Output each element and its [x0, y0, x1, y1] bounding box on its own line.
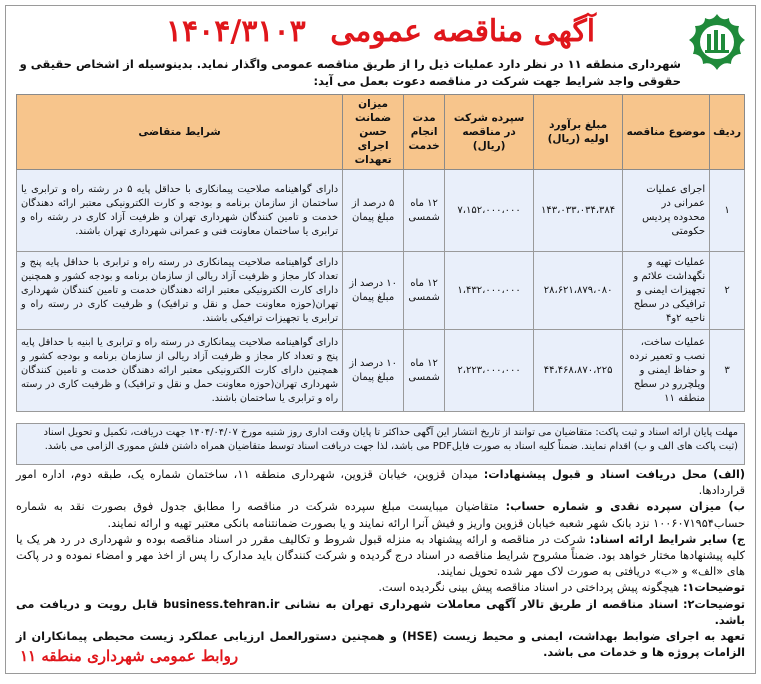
row-subject: عملیات ساخت، نصب و تعمیر نرده و حفاظ ایمنی و ویلچررو در سطح منطقه ۱۱ — [623, 330, 710, 412]
row-deposit: ۲،۲۲۳،۰۰۰،۰۰۰ — [445, 330, 534, 412]
header-subject: موضوع مناقصه — [623, 95, 710, 170]
header-estimate: مبلغ برآورد اولیه (ریال) — [534, 95, 623, 170]
header-conditions: شرایط متقاضی — [17, 95, 343, 170]
row-conditions: دارای گواهینامه صلاحیت پیمانکاری در رسته راه و ترابری یا ابنیه با حداقل پایه پنج و تعداد کار مجاز و ظرفیت آزاد ریالی از سازمان برنامه و بودجه کشور و همچنین دارای کارت الکترونیکی معتبر ارائه دهندگان خدمت و تامین کنندگان شهرداری تهران(حوزه معاونت حمل و نقل و ترافیک) و ظرفیت کاری در رسته راه و ترابری یا ساختمان باشند. — [17, 330, 343, 412]
row-duration: ۱۲ ماه شمسی — [404, 252, 445, 330]
note-b-label: ب) میزان سپرده نقدی و شماره حساب: — [505, 500, 745, 514]
row-conditions: دارای گواهینامه صلاحیت پیمانکاری با حداقل پایه ۵ در رشته راه و ترابری یا ساختمان از سازمان برنامه و بودجه و کارت الکترونیکی معتبر ارائه دهندگان خدمت و تامین کنندگان شهرداری تهران و ظرفیت آزاد کاری در رشته راه و ترابری یا ساختمان معاونت فنی و عمرانی شهرداری تهران باشند. — [17, 170, 343, 252]
notice-number: ۱۴۰۴/۳۱۰۳ — [165, 14, 306, 49]
row-idx: ۱ — [710, 170, 745, 252]
intro-paragraph — [16, 56, 681, 90]
deadline-notice: مهلت پایان ارائه اسناد و ثبت پاکت: متقاضیان می توانند از تاریخ انتشار این آگهی حداکثر تا پایان وقت اداری روز شنبه مورخ ۱۴۰۴/۰۴/۰۷ جهت دریافت، تکمیل و تحویل اسناد (ثبت پاکت های الف و ب) اقدام نمایند. ضمناً کلیه اسناد به صورت فایلPDF می باشد، لذا جهت دریافت اسناد توسط متقاضیان همراه داشتن فلش مموری الزامی می باشد. — [16, 423, 745, 465]
header-deposit: سپرده شرکت در مناقصه (ریال) — [445, 95, 534, 170]
row-subject: اجرای عملیات عمرانی در محدوده پردیس حکومتی — [623, 170, 710, 252]
note-c-text: شرکت در مناقصه و ارائه پیشنهاد به منزله قبول شروط و تکالیف مقرر در اسناد مناقصه بوده و شهرداری در رد هر یک یا کلیه پیشنهادها مختار خواهد بود. ضمناً مشروح شرایط مناقصه در اسناد درج گردیده و شرکت کنندگان باید مدارک را پس از اخذ مهر و امضاء نموده و در پاکت های «الف» و «ب» دریافتی به صورت لاک مهر شده تحویل نمایند. — [16, 532, 745, 579]
notice-title-text: آگهی مناقصه عمومی — [330, 14, 596, 49]
notes-section — [16, 467, 745, 661]
note-a-label: (الف) محل دریافت اسناد و قبول پیشنهادات: — [483, 468, 745, 481]
note-c — [16, 532, 745, 581]
note-b — [16, 499, 745, 531]
tender-table-header — [17, 95, 745, 170]
table-row — [17, 170, 745, 252]
row-guarantee: ۱۰ درصد از مبلغ پیمان — [343, 330, 404, 412]
header-idx: ردیف — [710, 95, 745, 170]
row-duration: ۱۲ ماه شمسی — [404, 170, 445, 252]
note-a-text: میدان قزوین، خیابان قزوین، شهرداری منطقه ۱۱، ساختمان شماره یک، طبقه دوم، اداره امور قراردادها. — [16, 468, 745, 498]
note-e1 — [16, 580, 745, 596]
header-guarantee: میزان ضمانت حسن اجرای تعهدات — [343, 95, 404, 170]
intro-text: در نظر دارد عملیات ذیل را از طریق مناقصه عمومی واگذار نماید. بدینوسیله از اشخاص حقیقی و حقوقی واجد شرایط جهت شرکت در مناقصه دعوت بعمل می آید: — [19, 57, 681, 88]
row-guarantee: ۵ درصد از مبلغ پیمان — [343, 170, 404, 252]
table-row — [17, 330, 745, 412]
note-e1-label: توضیحات۱: — [682, 581, 745, 595]
table-row — [17, 252, 745, 330]
row-idx: ۲ — [710, 252, 745, 330]
tender-notice-page — [5, 5, 756, 674]
note-b-text: متقاضیان میبایست مبلغ سپرده شرکت در مناقصه را مطابق جدول فوق بصورت نقد به شماره حساب۱۰۰۶۰۷۱۹۵۴ نزد بانک شهر شعبه خیابان قزوین واریز و فیش آنرا ارائه نمایند و یا بصورت ضمانتنامه بانکی معتبر تهیه و ارائه نمایند. — [16, 500, 745, 530]
row-deposit: ۱،۴۳۲،۰۰۰،۰۰۰ — [445, 252, 534, 330]
note-c-label: ج) سایر شرایط ارائه اسناد: — [589, 532, 746, 546]
header-duration: مدت انجام خدمت — [404, 95, 445, 170]
note-commitment: تعهد به اجرای ضوابط بهداشت، ایمنی و محیط زیست (HSE) و همچنین دستورالعمل ارزیابی عملکرد زیست محیطی پیمانکاران از الزامات پروژه ها و خدمات می باشد. — [16, 630, 745, 660]
row-idx: ۳ — [710, 330, 745, 412]
row-deposit: ۷،۱۵۲،۰۰۰،۰۰۰ — [445, 170, 534, 252]
note-e2-label: توضیحات۲: — [682, 597, 745, 611]
row-duration: ۱۲ ماه شمسی — [404, 330, 445, 412]
row-guarantee: ۱۰ درصد از مبلغ پیمان — [343, 252, 404, 330]
note-e1-text: هیچگونه پیش پرداختی در اسناد مناقصه پیش بینی نگردیده است. — [378, 581, 680, 595]
note-e2 — [16, 597, 745, 629]
tehran-municipality-logo-icon — [685, 10, 749, 74]
row-subject: عملیات تهیه و نگهداشت علائم و تجهیزات ایمنی و ترافیکی در سطح ناحیه ۲و۴ — [623, 252, 710, 330]
footer-public-relations: روابط عمومی شهرداری منطقه ۱۱ — [20, 647, 239, 665]
intro-organization: شهرداری منطقه ۱۱ — [567, 57, 681, 71]
note-a — [16, 467, 745, 499]
tender-table — [16, 94, 745, 412]
notice-title — [86, 12, 675, 52]
note-e2-text: اسناد مناقصه از طریق تالار آگهی معاملات شهرداری تهران به نشانی business.tehran.ir قابل رویت و دریافت می باشد. — [16, 597, 745, 627]
row-estimate: ۱۴۳،۰۳۳،۰۳۴،۳۸۴ — [534, 170, 623, 252]
row-estimate: ۲۸،۶۲۱،۸۷۹،۰۸۰ — [534, 252, 623, 330]
row-conditions: دارای گواهینامه صلاحیت پیمانکاری در رسته راه و ترابری با حداقل پایه پنج و تعداد کار مجاز و ظرفیت آزاد ریالی از سازمان برنامه و بودجه کشور و همچنین دارای کارت الکترونیکی معتبر ارائه دهندگان خدمت و تامین کنندگان شهرداری تهران(حوزه معاونت حمل و نقل و ترافیک) و ظرفیت کاری در رسته راه و ترابری یا تجهیزات ترافیکی باشند. — [17, 252, 343, 330]
row-estimate: ۴۴،۴۶۸،۸۷۰،۲۲۵ — [534, 330, 623, 412]
